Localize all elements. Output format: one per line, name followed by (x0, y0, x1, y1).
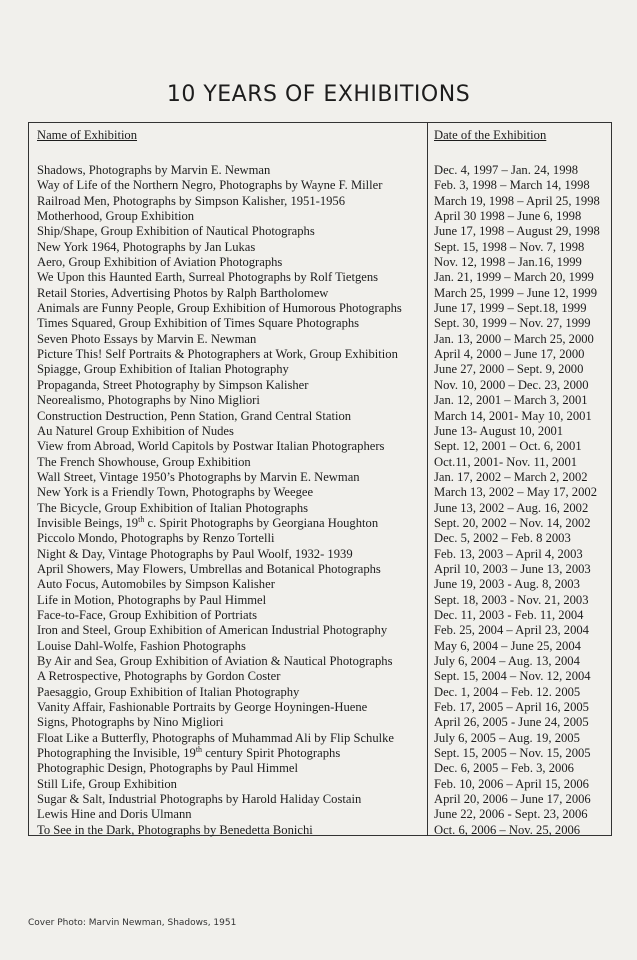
exhibition-date: March 25, 1999 – June 12, 1999 (434, 285, 597, 300)
exhibition-date: Feb. 3, 1998 – March 14, 1998 (434, 178, 590, 193)
exhibition-date: Sept. 18, 2003 - Nov. 21, 2003 (434, 592, 589, 607)
exhibition-name: New York 1964, Photographs by Jan Lukas (37, 239, 256, 254)
exhibition-date: April 20, 2006 – June 17, 2006 (434, 792, 591, 807)
exhibition-date: Dec. 6, 2005 – Feb. 3, 2006 (434, 761, 574, 776)
exhibition-date: June 22, 2006 - Sept. 23, 2006 (434, 807, 588, 822)
exhibition-date: Dec. 4, 1997 – Jan. 24, 1998 (434, 163, 579, 177)
exhibition-date: Sept. 30, 1999 – Nov. 27, 1999 (434, 316, 591, 331)
exhibition-date: Sept. 15, 1998 – Nov. 7, 1998 (434, 239, 585, 254)
exhibition-name: Float Like a Butterfly, Photographs of Muhammad Ali by Flip Schulke (37, 730, 395, 745)
exhibition-date: July 6, 2004 – Aug. 13, 2004 (434, 654, 580, 668)
exhibition-name: Times Squared, Group Exhibition of Times Square Photographs (37, 316, 360, 331)
exhibition-name: Propaganda, Street Photography by Simpson Kalisher (37, 377, 309, 392)
exhibition-name: Photographic Design, Photographs by Paul Himmel (37, 761, 298, 776)
exhibition-name-part: Photographing the Invisible, 19 (37, 746, 196, 761)
exhibition-date: Dec. 1, 2004 – Feb. 12. 2005 (434, 684, 581, 699)
exhibition-date: April 4, 2000 – June 17, 2000 (434, 347, 585, 362)
exhibition-date: June 13, 2002 – Aug. 16, 2002 (434, 500, 589, 515)
exhibition-name-part: c. Spirit Photographs by Georgiana Houghton (144, 515, 379, 530)
column-divider (427, 123, 428, 835)
exhibition-date: Feb. 17, 2005 – April 16, 2005 (434, 700, 589, 715)
exhibition-date: June 13- August 10, 2001 (434, 423, 564, 438)
exhibition-name: Face-to-Face, Group Exhibition of Portriats (37, 607, 257, 622)
exhibition-name: Lewis Hine and Doris Ulmann (37, 807, 192, 822)
name-column (37, 127, 425, 838)
exhibition-date: March 13, 2002 – May 17, 2002 (434, 485, 597, 500)
exhibition-name: Railroad Men, Photographs by Simpson Kalisher, 1951-1956 (37, 193, 346, 208)
exhibition-name: The Bicycle, Group Exhibition of Italian Photographs (37, 500, 309, 515)
exhibition-date: April 10, 2003 – June 13, 2003 (434, 561, 591, 576)
exhibition-name: April Showers, May Flowers, Umbrellas and Botanical Photographs (37, 561, 381, 576)
exhibition-name: Piccolo Mondo, Photographs by Renzo Tortelli (37, 531, 275, 546)
exhibition-name (37, 746, 425, 761)
exhibition-date: Sept. 12, 2001 – Oct. 6, 2001 (434, 439, 582, 454)
exhibition-date: Jan. 12, 2001 – March 3, 2001 (434, 393, 588, 408)
exhibition-name: By Air and Sea, Group Exhibition of Aviation & Nautical Photographs (37, 654, 393, 668)
exhibition-date: Sept. 15, 2005 – Nov. 15, 2005 (434, 746, 591, 761)
exhibition-date: June 17, 1998 – August 29, 1998 (434, 224, 600, 239)
exhibition-date: Sept. 20, 2002 – Nov. 14, 2002 (434, 515, 591, 530)
exhibition-name: Louise Dahl-Wolfe, Fashion Photographs (37, 638, 246, 653)
exhibition-name: Au Naturel Group Exhibition of Nudes (37, 423, 234, 438)
exhibition-name (37, 516, 425, 531)
exhibition-name: Seven Photo Essays by Marvin E. Newman (37, 331, 257, 346)
exhibition-name: Retail Stories, Advertising Photos by Ralph Bartholomew (37, 285, 329, 300)
exhibition-name: Neorealismo, Photographs by Nino Migliori (37, 393, 260, 408)
exhibition-date: Feb. 13, 2003 – April 4, 2003 (434, 546, 583, 561)
exhibition-name: Wall Street, Vintage 1950’s Photographs by Marvin E. Newman (37, 469, 360, 484)
name-column-header: Name of Exhibition (37, 128, 138, 142)
exhibition-name: Way of Life of the Northern Negro, Photographs by Wayne F. Miller (37, 178, 383, 193)
exhibition-date: March 19, 1998 – April 25, 1998 (434, 193, 600, 208)
exhibition-name: Animals are Funny People, Group Exhibition of Humorous Photographs (37, 301, 402, 316)
exhibition-date: March 14, 2001- May 10, 2001 (434, 408, 592, 423)
exhibition-date: Dec. 11, 2003 - Feb. 11, 2004 (434, 607, 584, 622)
exhibition-date: Jan. 13, 2000 – March 25, 2000 (434, 331, 594, 346)
exhibition-date: Jan. 17, 2002 – March 2, 2002 (434, 469, 588, 484)
exhibition-date: Feb. 25, 2004 – April 23, 2004 (434, 623, 589, 638)
exhibition-name-part: Invisible Beings, 19 (37, 515, 139, 530)
exhibition-date: Sept. 15, 2004 – Nov. 12, 2004 (434, 669, 591, 684)
exhibition-date: Feb. 10, 2006 – April 15, 2006 (434, 776, 589, 791)
exhibition-name: Ship/Shape, Group Exhibition of Nautical Photographs (37, 224, 315, 239)
date-column (434, 127, 610, 838)
date-rows (434, 163, 610, 838)
exhibition-name: Vanity Affair, Fashionable Portraits by George Hoyningen-Huene (37, 700, 368, 715)
superscript: th (138, 515, 145, 524)
exhibition-date: June 17, 1999 – Sept.18, 1999 (434, 301, 587, 316)
exhibition-name: We Upon this Haunted Earth, Surreal Photographs by Rolf Tietgens (37, 270, 379, 285)
exhibition-name: Night & Day, Vintage Photographs by Paul Woolf, 1932- 1939 (37, 546, 353, 561)
exhibition-name: Motherhood, Group Exhibition (37, 209, 195, 224)
exhibition-name: A Retrospective, Photographs by Gordon Coster (37, 669, 281, 684)
exhibition-date: Dec. 5, 2002 – Feb. 8 2003 (434, 531, 571, 546)
page-title: 10 YEARS OF EXHIBITIONS (166, 82, 471, 107)
exhibition-name: Spiagge, Group Exhibition of Italian Photography (37, 362, 289, 377)
exhibition-name: Aero, Group Exhibition of Aviation Photographs (37, 255, 283, 270)
cover-photo-caption: Cover Photo: Marvin Newman, Shadows, 1951 (28, 918, 237, 928)
exhibition-name: Signs, Photographs by Nino Migliori (37, 715, 224, 730)
exhibition-name: Picture This! Self Portraits & Photographers at Work, Group Exhibition (37, 347, 398, 362)
exhibition-name: New York is a Friendly Town, Photographs by Weegee (37, 485, 314, 500)
exhibition-date: June 27, 2000 – Sept. 9, 2000 (434, 362, 584, 377)
exhibition-name: The French Showhouse, Group Exhibition (37, 454, 251, 469)
exhibition-name: View from Abroad, World Capitols by Postwar Italian Photographers (37, 439, 385, 454)
exhibition-date: July 6, 2005 – Aug. 19, 2005 (434, 730, 580, 745)
exhibition-date: Oct. 6, 2006 – Nov. 25, 2006 (434, 822, 581, 837)
exhibition-name-part: century Spirit Photographs (202, 746, 341, 761)
exhibition-name: Paesaggio, Group Exhibition of Italian Photography (37, 684, 300, 699)
superscript: th (195, 746, 203, 754)
exhibition-date: June 19, 2003 - Aug. 8, 2003 (434, 577, 580, 592)
exhibition-name: Sugar & Salt, Industrial Photographs by Harold Haliday Costain (37, 792, 362, 807)
name-rows (37, 163, 425, 838)
exhibition-date: Nov. 10, 2000 – Dec. 23, 2000 (434, 377, 589, 392)
exhibition-name: Still Life, Group Exhibition (37, 776, 177, 791)
exhibitions-table (28, 122, 612, 836)
exhibition-date: Jan. 21, 1999 – March 20, 1999 (434, 270, 594, 285)
exhibition-date: April 26, 2005 - June 24, 2005 (434, 715, 589, 730)
exhibition-date: April 30 1998 – June 6, 1998 (434, 209, 582, 224)
exhibition-name: To See in the Dark, Photographs by Benedetta Bonichi (37, 822, 313, 837)
exhibition-date: Nov. 12, 1998 – Jan.16, 1999 (434, 255, 582, 270)
exhibition-name: Construction Destruction, Penn Station, Grand Central Station (37, 408, 352, 423)
exhibition-date: May 6, 2004 – June 25, 2004 (434, 638, 581, 653)
exhibition-name: Shadows, Photographs by Marvin E. Newman (37, 163, 271, 177)
exhibition-name: Life in Motion, Photographs by Paul Himmel (37, 592, 267, 607)
exhibition-date: Oct.11, 2001- Nov. 11, 2001 (434, 454, 578, 469)
exhibition-name: Iron and Steel, Group Exhibition of American Industrial Photography (37, 623, 388, 638)
exhibition-name: Auto Focus, Automobiles by Simpson Kalisher (37, 577, 275, 592)
date-column-header: Date of the Exhibition (434, 128, 547, 142)
